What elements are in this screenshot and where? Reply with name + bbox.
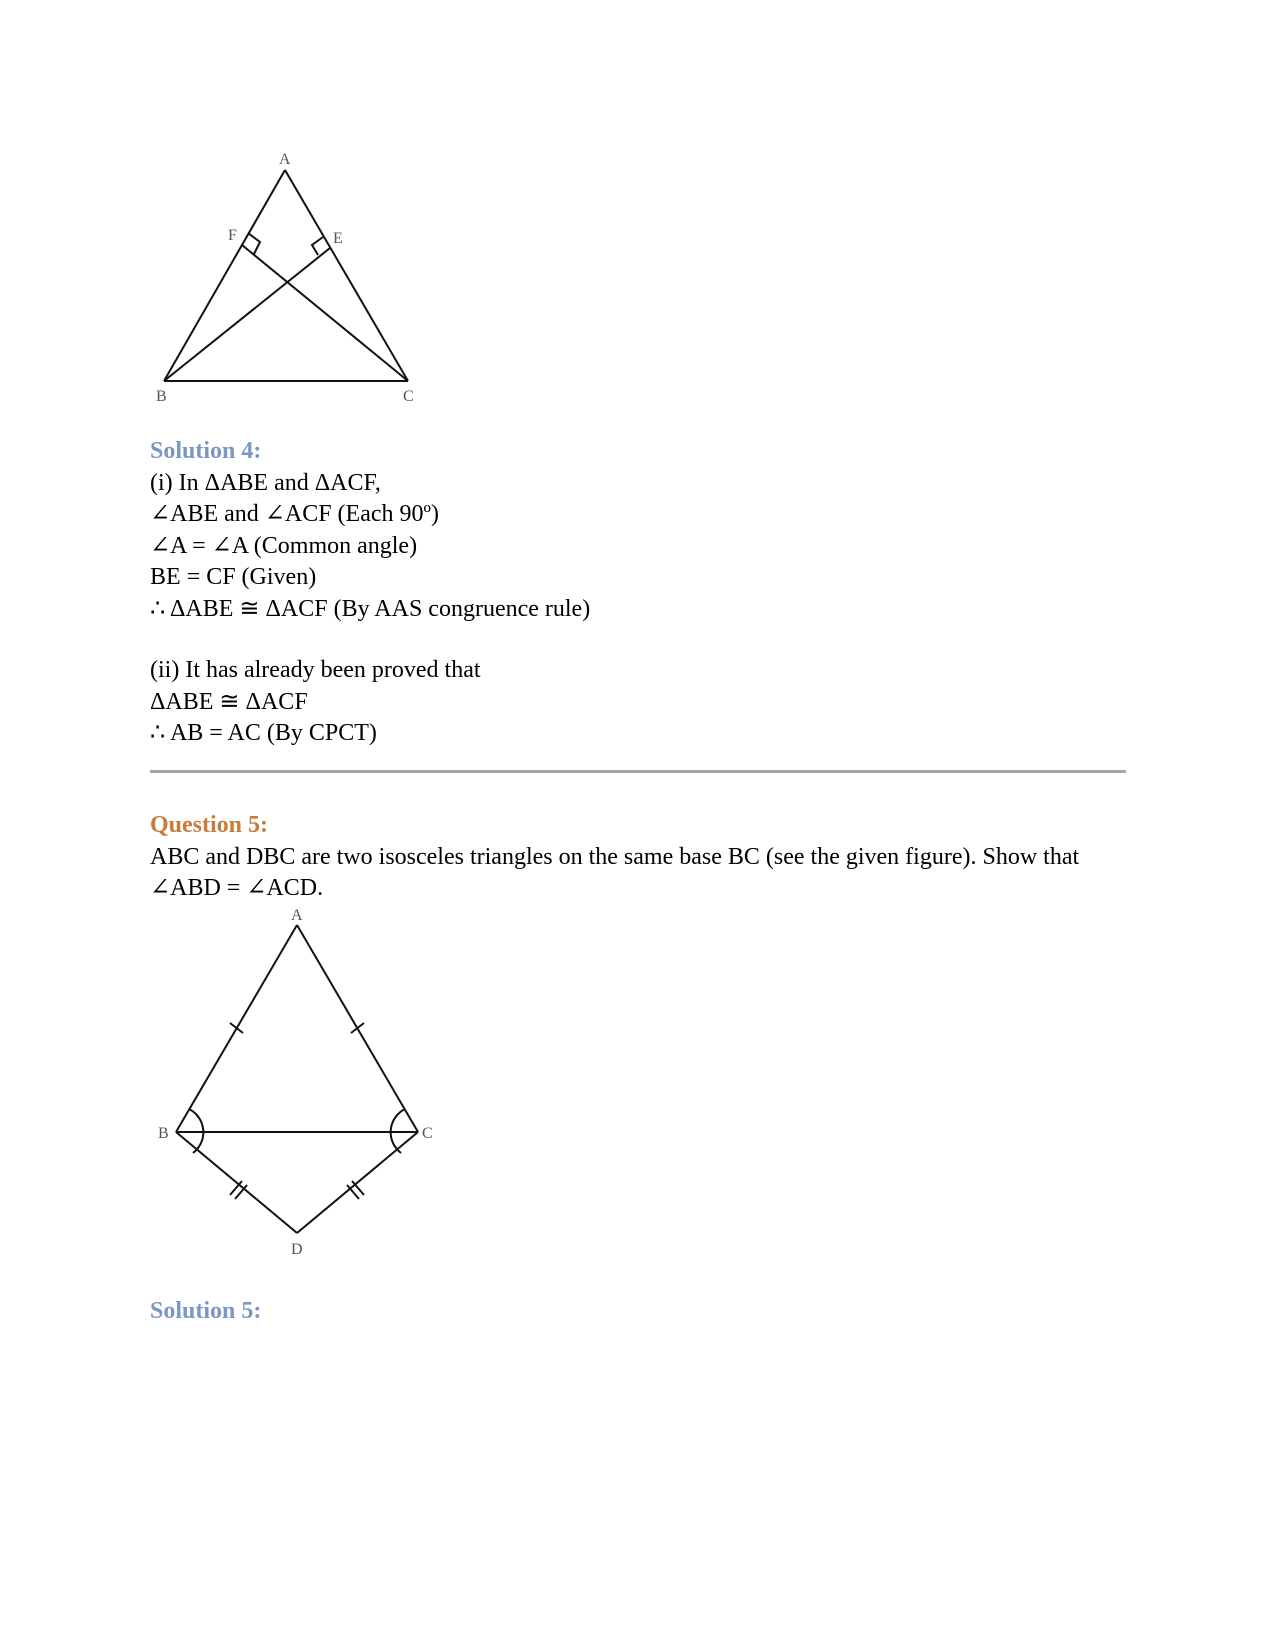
side-ab [164, 170, 285, 381]
label-c: C [403, 388, 414, 405]
solution-4-line: ∴ ΔABE ≅ ΔACF (By AAS congruence rule) [150, 595, 591, 622]
question-5 [150, 810, 1125, 905]
solution-4-line: ∴ AB = AC (By CPCT) [150, 720, 377, 746]
solution-4-line: BE = CF (Given) [150, 564, 317, 590]
right-angle-mark-e [312, 237, 323, 255]
solution-4 [150, 436, 1125, 625]
label-e: E [333, 230, 343, 247]
side-ac [285, 170, 408, 381]
solution-5 [150, 1296, 1125, 1328]
solution-4-heading: Solution 4: [150, 438, 262, 464]
tick-mark-ac [351, 1023, 364, 1033]
segment-cf [242, 245, 408, 381]
tick-mark-ab [230, 1023, 243, 1033]
label-a: A [291, 907, 303, 924]
figure-triangle-abc-altitudes [150, 145, 420, 405]
figure-isosceles-triangles-abc-dbc [150, 905, 440, 1265]
side-cd [297, 1132, 418, 1233]
label-f: F [228, 227, 237, 244]
question-5-text: ABC and DBC are two isosceles triangles on the same base BC (see the given figure). Show that ∠ABD = ∠ACD. [150, 843, 1080, 901]
solution-4-line: (i) In ΔABE and ΔACF, [150, 469, 381, 496]
solution-4-line: ΔABE ≅ ΔACF [150, 688, 308, 715]
label-b: B [156, 388, 167, 405]
solution-5-heading: Solution 5: [150, 1298, 262, 1324]
solution-4-line: (ii) It has already been proved that [150, 657, 481, 683]
solution-4-line: ∠ABE and ∠ACF (Each 90º) [150, 501, 439, 527]
side-bd [176, 1132, 297, 1233]
segment-be [164, 248, 330, 381]
label-a: A [279, 151, 291, 168]
label-c: C [422, 1125, 433, 1142]
solution-4-line: ∠A = ∠A (Common angle) [150, 532, 418, 559]
solution-4-part-2 [150, 655, 1125, 750]
section-divider [150, 770, 1126, 773]
label-d: D [291, 1241, 303, 1258]
question-5-heading: Question 5: [150, 812, 269, 838]
label-b: B [158, 1125, 169, 1142]
